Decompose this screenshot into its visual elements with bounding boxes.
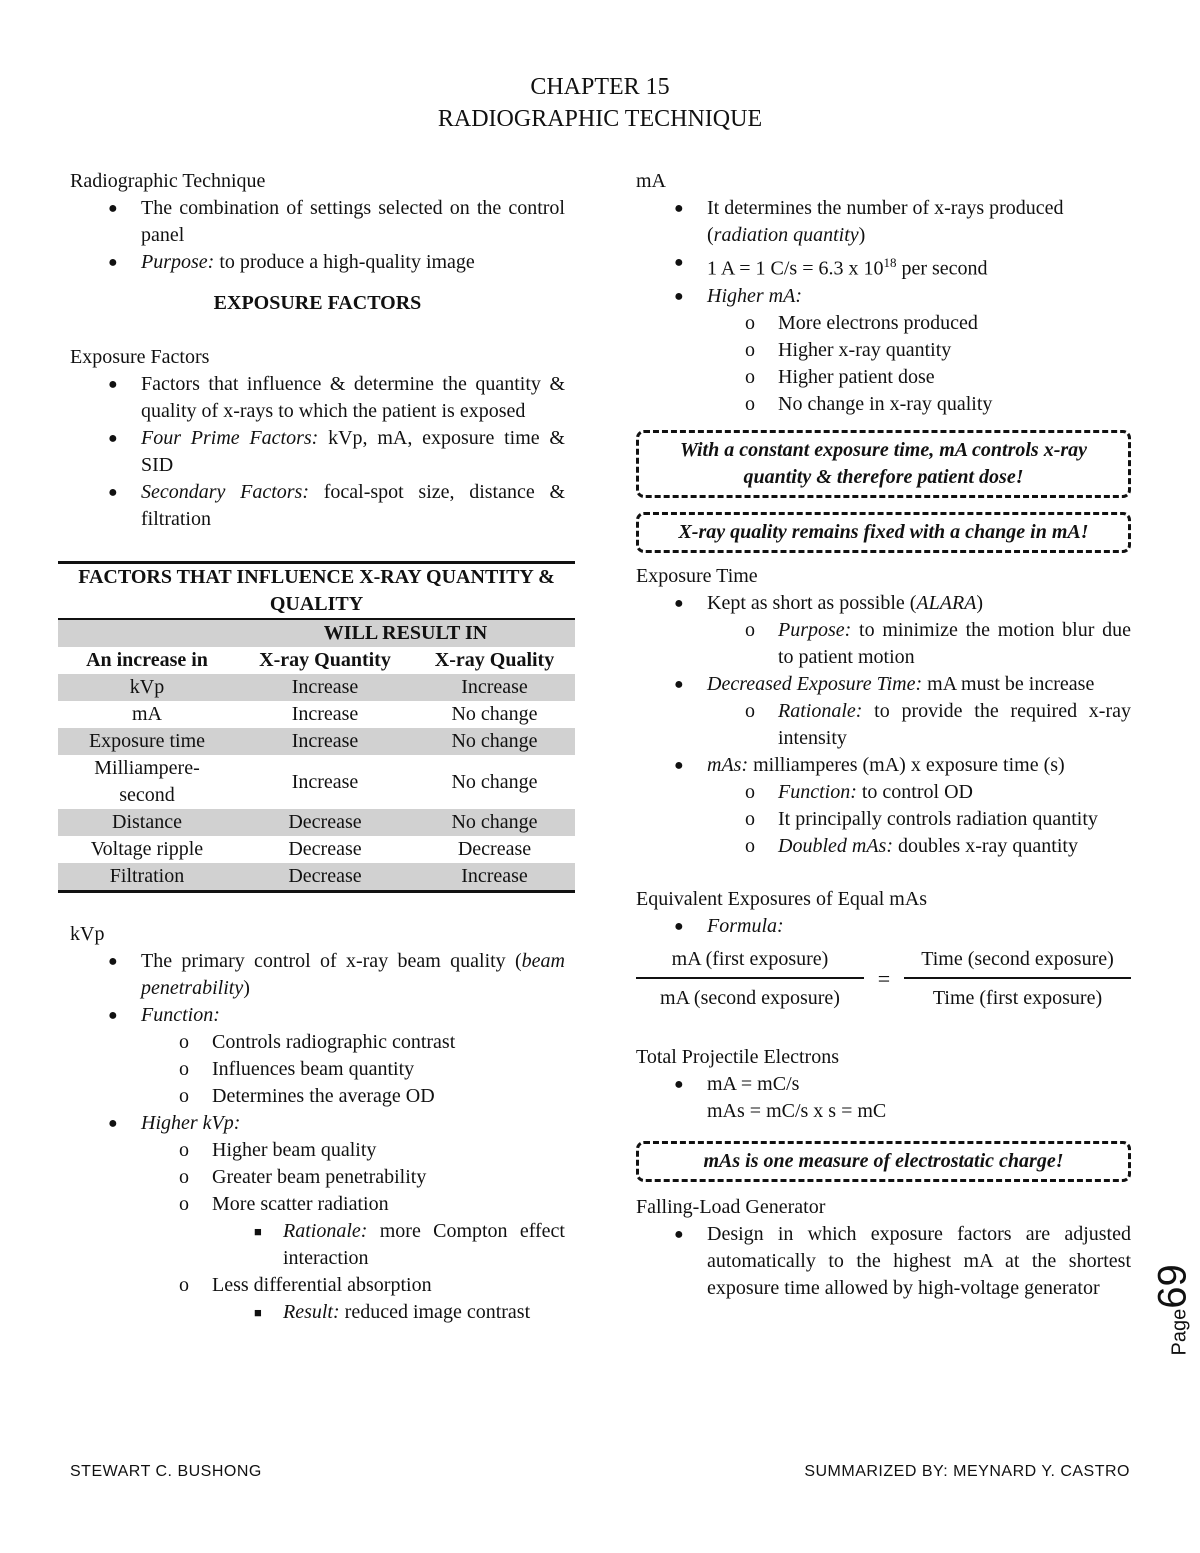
- table-row: Distance Decrease No change: [58, 809, 575, 836]
- tpe-heading: Total Projectile Electrons: [636, 1045, 839, 1068]
- circle-bullet-icon: o: [179, 1166, 189, 1188]
- bullet-icon: ●: [674, 594, 684, 612]
- list-item: ● Design in which exposure factors are adjusted automatically to the highest mA at the shortest exposure time allowed by high-voltage generator: [674, 1222, 1131, 1299]
- chapter-subtitle: RADIOGRAPHIC TECHNIQUE: [437, 106, 763, 132]
- list-item: o Influences beam quantity: [141, 1056, 565, 1083]
- table-col-header: An increase in: [86, 649, 208, 671]
- square-bullet-icon: ■: [254, 1305, 262, 1320]
- circle-bullet-icon: o: [179, 1085, 189, 1107]
- eq-heading: Equivalent Exposures of Equal mAs: [636, 887, 928, 910]
- bullet-icon: ●: [674, 675, 684, 693]
- list-item: ● It determines the number of x-rays produced (radiation quantity): [674, 197, 1064, 246]
- flg-heading: Falling-Load Generator: [636, 1195, 826, 1218]
- table-row: Voltage ripple Decrease Decrease: [90, 838, 532, 860]
- table-row: Exposure time Increase No change: [58, 728, 575, 755]
- bullet-icon: ●: [108, 484, 118, 501]
- list-item: ● Higher mA: o More electrons produced o Higher x-ray quantity o Higher patient dose o No change in x-ray quality: [636, 283, 1131, 418]
- list-item: ● Kept as short as possible (ALARA) o Purpose: to minimize the motion blur due to patient motion: [636, 590, 1131, 671]
- table-row: mA Increase No change: [132, 703, 538, 725]
- list-item: o More scatter radiation ■ Rationale: more Compton effect interaction: [141, 1191, 565, 1272]
- right-column: [636, 168, 1131, 1302]
- circle-bullet-icon: o: [745, 365, 755, 388]
- list-item: ● Formula:: [636, 913, 1131, 940]
- callout-box: With a constant exposure time, mA controls x-ray quantity & therefore patient dose!: [636, 430, 1131, 498]
- flg-list: [636, 1221, 1131, 1302]
- circle-bullet-icon: o: [179, 1193, 189, 1215]
- list-item: o Greater beam penetrability: [141, 1164, 565, 1191]
- ef-heading: Exposure Factors: [70, 346, 210, 368]
- list-item: ● 1 A = 1 C/s = 6.3 x $10^{18}$ per second: [636, 249, 1131, 283]
- rt-list: [70, 195, 565, 276]
- circle-bullet-icon: o: [745, 311, 755, 334]
- circle-bullet-icon: o: [745, 392, 755, 415]
- bullet-icon: ●: [674, 287, 684, 305]
- callout-box: mAs is one measure of electrostatic charge!: [636, 1141, 1131, 1182]
- bullet-icon: ●: [108, 376, 118, 393]
- eq-list: [636, 913, 1131, 940]
- circle-bullet-icon: o: [179, 1139, 189, 1161]
- circle-bullet-icon: o: [179, 1058, 189, 1080]
- list-item: ● Purpose: to produce a high-quality image: [70, 249, 565, 276]
- list-item: o Rationale: to provide the required x-ray intensity: [745, 699, 1131, 749]
- list-item: ● Factors that influence & determine the quantity & quality of x-rays to which the patient is exposed: [108, 373, 565, 422]
- factors-table: [58, 561, 575, 893]
- bullet-icon: ●: [674, 200, 684, 217]
- list-item: o It principally controls radiation quantity: [707, 806, 1131, 833]
- table-row: kVp Increase Increase: [58, 674, 575, 701]
- page-number: Page69: [1150, 1264, 1195, 1356]
- list-item: ● Decreased Exposure Time: mA must be increase o Rationale: to provide the required x-ray intensity: [636, 671, 1131, 752]
- formula-denominator: Time (first exposure): [932, 986, 1103, 1009]
- circle-bullet-icon: o: [745, 338, 755, 361]
- circle-bullet-icon: o: [745, 699, 755, 722]
- bullet-icon: ●: [674, 1225, 684, 1243]
- table-col-header: X-ray Quantity: [259, 649, 391, 671]
- formula-denominator: mA (second exposure): [660, 986, 840, 1009]
- list-item: o Higher x-ray quantity: [707, 337, 1131, 364]
- ef-list: [70, 371, 565, 533]
- bullet-icon: ●: [674, 1075, 684, 1093]
- list-item: ● Higher kVp: o Higher beam quality o Greater beam penetrability o More scatter radiation ■ Rationale: more Compton effect interaction o Less differential absorption ■ Result: reduced image contrast: [70, 1110, 565, 1326]
- callout-box: X-ray quality remains fixed with a change in mA!: [636, 512, 1131, 553]
- bullet-icon: ●: [108, 1007, 118, 1024]
- bullet-icon: ●: [108, 254, 118, 271]
- list-item: ● Four Prime Factors: kVp, mA, exposure time & SID: [108, 427, 565, 476]
- kvp-heading: kVp: [70, 923, 105, 945]
- table-col-header: X-ray Quality: [434, 649, 555, 671]
- footer-author: STEWART C. BUSHONG: [70, 1463, 262, 1480]
- section-heading-exposure-factors: EXPOSURE FACTORS: [213, 292, 422, 314]
- footer-summarizer: SUMMARIZED BY: MEYNARD Y. CASTRO: [804, 1463, 1130, 1480]
- bullet-icon: ●: [108, 1115, 118, 1132]
- list-item: o Doubled mAs: doubles x-ray quantity: [707, 833, 1131, 860]
- bullet-icon: ●: [674, 917, 684, 935]
- et-heading: Exposure Time: [636, 564, 758, 587]
- list-item: ● The combination of settings selected on the control panel: [108, 197, 565, 246]
- tpe-list: [636, 1071, 1131, 1125]
- bullet-icon: ●: [674, 254, 684, 271]
- list-item: o Function: to control OD: [707, 779, 1131, 806]
- table-row: Filtration Decrease Increase: [58, 863, 575, 892]
- circle-bullet-icon: o: [179, 1274, 189, 1296]
- list-item: ● Function: o Controls radiographic contrast o Influences beam quantity o Determines the average OD: [70, 1002, 565, 1110]
- square-bullet-icon: ■: [254, 1224, 262, 1239]
- table-group-header: WILL RESULT IN: [236, 619, 575, 647]
- list-item: ● mAs: milliamperes (mA) x exposure time (s) o Function: to control OD o It principally controls radiation quantity o Doubled mAs: doubles x-ray quantity: [636, 752, 1131, 860]
- circle-bullet-icon: o: [745, 807, 755, 830]
- list-item: o Higher beam quality: [141, 1137, 565, 1164]
- list-item: ● The primary control of x-ray beam quality (beam penetrability): [108, 950, 565, 999]
- kvp-list: [70, 948, 565, 1326]
- list-item: ● Secondary Factors: focal-spot size, distance & filtration: [108, 481, 566, 530]
- circle-bullet-icon: o: [745, 618, 755, 641]
- list-item: o Determines the average OD: [141, 1083, 565, 1110]
- list-item: o Less differential absorption ■ Result: reduced image contrast: [141, 1272, 565, 1326]
- chapter-title: CHAPTER 15: [530, 74, 670, 100]
- bullet-icon: ●: [108, 430, 118, 447]
- list-item: o Purpose: to minimize the motion blur due to patient motion: [745, 618, 1131, 668]
- table-title: FACTORS THAT INFLUENCE X-RAY QUANTITY & QUALITY: [58, 563, 575, 620]
- list-item: o Controls radiographic contrast: [141, 1029, 565, 1056]
- formula-numerator: mA (first exposure): [636, 944, 864, 979]
- table-row: Milliampere-second Increase No change: [94, 757, 538, 806]
- bullet-icon: ●: [108, 200, 118, 217]
- ma-list: [636, 195, 1131, 418]
- bullet-icon: ●: [108, 953, 118, 970]
- equals-sign: =: [877, 965, 891, 991]
- et-list: [636, 590, 1131, 860]
- rt-heading: Radiographic Technique: [70, 170, 266, 192]
- circle-bullet-icon: o: [179, 1031, 189, 1053]
- list-item: ■ Rationale: more Compton effect interaction: [254, 1220, 565, 1269]
- list-item: ● mA = mC/s mAs = mC/s x s = mC: [674, 1072, 887, 1122]
- list-item: o No change in x-ray quality: [707, 391, 1131, 418]
- circle-bullet-icon: o: [745, 834, 755, 857]
- list-item: o More electrons produced: [707, 310, 1131, 337]
- formula-numerator: Time (second exposure): [904, 944, 1131, 979]
- left-column: [70, 168, 565, 1326]
- ma-heading: mA: [636, 170, 666, 192]
- formula: [636, 944, 1131, 1014]
- list-item: ■ Result: reduced image contrast: [212, 1299, 565, 1326]
- circle-bullet-icon: o: [745, 780, 755, 803]
- list-item: o Higher patient dose: [707, 364, 1131, 391]
- bullet-icon: ●: [674, 756, 684, 774]
